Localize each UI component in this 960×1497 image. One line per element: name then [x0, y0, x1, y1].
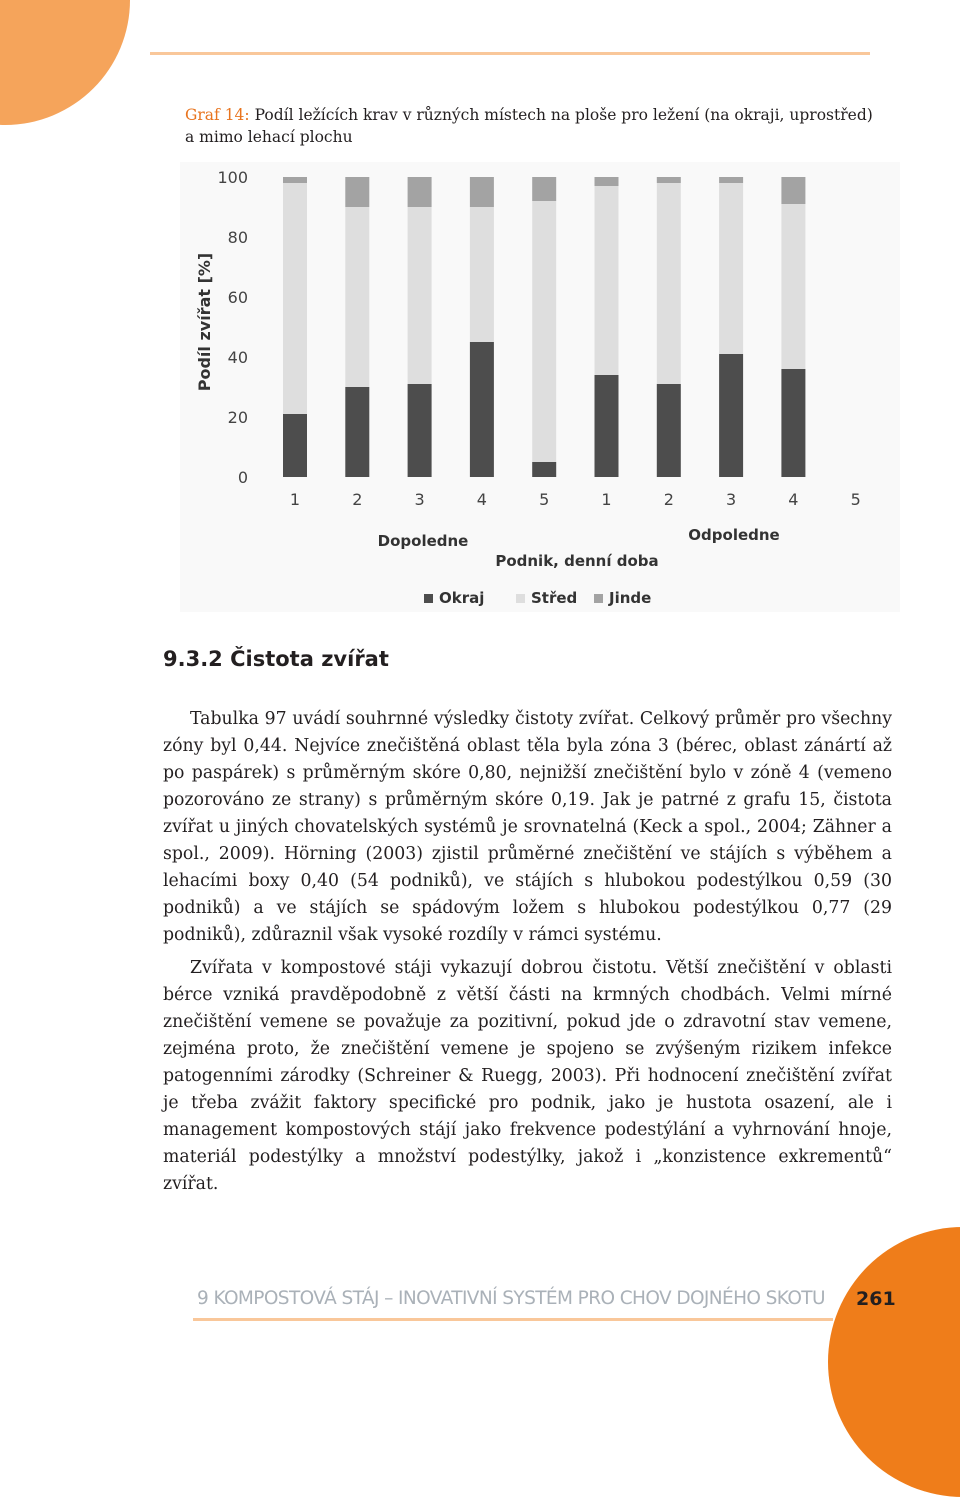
bar-okraj — [781, 369, 805, 477]
bar-okraj — [595, 375, 619, 477]
legend-label-okraj: Okraj — [439, 589, 485, 607]
paragraph-2 — [163, 955, 892, 1198]
bar-střed — [719, 183, 743, 354]
x-axis-label: Podnik, denní doba — [495, 552, 659, 570]
chart-legend — [424, 589, 651, 607]
y-tick-label: 60 — [227, 288, 248, 307]
bar-okraj — [283, 414, 307, 477]
figure-caption-text: Podíl ležících krav v různých místech na ploše pro ležení (na okraji, uprostřed) a mimo lehací plochu — [185, 106, 873, 146]
y-tick-label: 20 — [227, 408, 248, 427]
bar-okraj — [345, 387, 369, 477]
x-tick-label: 1 — [601, 490, 612, 509]
y-tick-label: 80 — [227, 228, 248, 247]
bar-okraj — [657, 384, 681, 477]
figure-caption — [185, 104, 875, 148]
bar-střed — [532, 201, 556, 462]
bars-group — [283, 177, 805, 477]
group-label-dopoledne: Dopoledne — [377, 532, 469, 550]
bar-jinde — [532, 177, 556, 201]
legend-swatch-jinde — [594, 594, 603, 603]
y-axis-label: Podíl zvířat [%] — [195, 252, 214, 392]
x-tick-label: 4 — [788, 490, 799, 509]
bar-okraj — [532, 462, 556, 477]
header-rule — [150, 52, 870, 55]
legend-label-jinde: Jinde — [609, 589, 652, 607]
bar-jinde — [719, 177, 743, 183]
paragraph-1-text: Tabulka 97 uvádí souhrnné výsledky čistoty zvířat. Celkový průměr pro všechny zóny byl 0,44. Nejvíce znečištěná oblast těla byla zóna 3 (bérec, oblast zánártí až po paspárek) s průměrným skóre 0,80, nejnižší znečištění bylo v zóně 4 (vemeno pozorováno ze strany) s průměrným skóre 0,19. Jak je patrné z grafu 15, čistota zvířat u jiných chovatelských systémů je srovnatelná (Keck a spol., 2004; Zähner a spol., 2009). Hörning (2003) zjistil průměrné znečištění ve stájích s výběhem a lehacími boxy 0,40 (54 podniků), ve stájích s hlubokou podestýlkou 0,59 (30 podniků) a ve stájích se spádovým ložem s hlubokou podestýlkou 0,77 (29 podniků), zdůraznil však vysoké rozdíly v rámci systému. — [163, 709, 892, 945]
y-tick-label: 40 — [227, 348, 248, 367]
page-number: 261 — [856, 1288, 896, 1310]
y-tick-label: 100 — [217, 168, 248, 187]
bar-okraj — [719, 354, 743, 477]
paragraph-1 — [163, 706, 892, 949]
figure-caption-label: Graf 14: — [185, 106, 250, 124]
legend-label-střed: Střed — [531, 589, 578, 607]
bar-jinde — [345, 177, 369, 207]
corner-decoration-bottom-right — [828, 1227, 960, 1497]
x-tick-label: 2 — [663, 490, 674, 509]
bar-jinde — [781, 177, 805, 204]
bar-střed — [408, 207, 432, 384]
group-label-odpoledne: Odpoledne — [688, 526, 780, 544]
bar-střed — [283, 183, 307, 414]
stacked-bar-chart — [180, 162, 900, 612]
x-tick-label: 2 — [352, 490, 363, 509]
legend-swatch-střed — [516, 594, 525, 603]
bar-střed — [781, 204, 805, 369]
bar-jinde — [283, 177, 307, 183]
x-tick-label: 4 — [476, 490, 487, 509]
bar-střed — [470, 207, 494, 342]
bar-jinde — [408, 177, 432, 207]
bar-jinde — [470, 177, 494, 207]
x-tick-label: 3 — [414, 490, 425, 509]
bar-okraj — [408, 384, 432, 477]
x-tick-label: 5 — [539, 490, 550, 509]
bar-střed — [657, 183, 681, 384]
footer-rule — [193, 1318, 833, 1321]
paragraph-2-text: Zvířata v kompostové stáji vykazují dobrou čistotu. Větší znečištění v oblasti bérce vzniká pravděpodobně z větší části na krmných chodbách. Velmi mírné znečištění vemene se považuje za pozitivní, pokud jde o zdravotní stav vemene, zejména proto, že znečištění vemene je spojeno se zvýšeným rizikem infekce patogenními zárodky (Schreiner & Ruegg, 2003). Při hodnocení znečištění zvířat je třeba zvážit faktory specifické pro podnik, jako je hustota osazení, ale i management kompostových stájí jako frekvence podestýlání a vyhrnování hnoje, materiál podestýlky a množství podestýlky, jakož i „konzistence exkrementů“ zvířat. — [163, 958, 892, 1194]
section-title: Čistota zvířat — [230, 647, 389, 671]
bar-jinde — [657, 177, 681, 183]
x-tick-label: 5 — [850, 490, 861, 509]
y-tick-label: 0 — [237, 468, 248, 487]
section-heading — [163, 647, 389, 671]
corner-decoration-top-left — [0, 0, 130, 125]
bar-střed — [595, 186, 619, 375]
bar-okraj — [470, 342, 494, 477]
x-tick-label: 1 — [289, 490, 301, 509]
running-footer: 9 KOMPOSTOVÁ STÁJ – INOVATIVNÍ SYSTÉM PRO CHOV DOJNÉHO SKOTU — [197, 1288, 825, 1309]
bar-jinde — [595, 177, 619, 186]
section-number: 9.3.2 — [163, 647, 223, 671]
x-tick-label: 3 — [726, 490, 737, 509]
bar-střed — [345, 207, 369, 387]
legend-swatch-okraj — [424, 594, 433, 603]
